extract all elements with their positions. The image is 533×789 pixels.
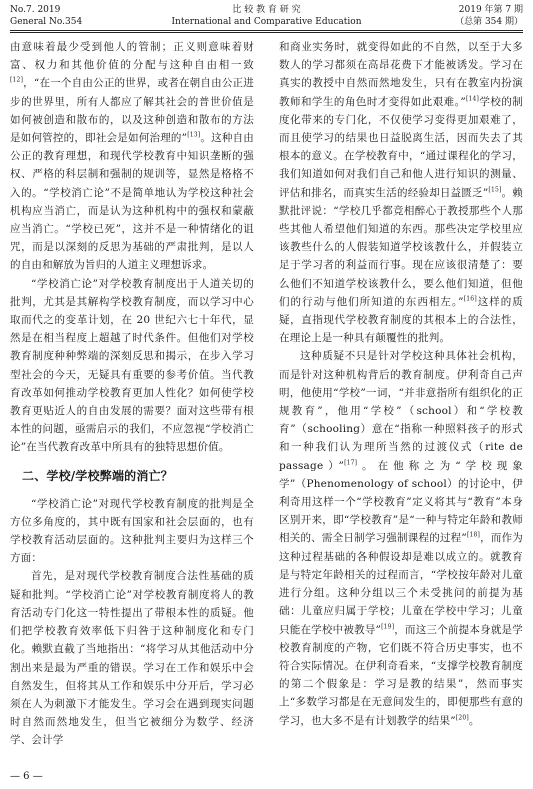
citation-ref: [15] xyxy=(488,186,502,194)
paragraph: 由意味着最少受到他人的管制；正义则意味着财富、权力和其他价值的分配与这种自由相一致[12]，“在一个自由公正的世界，或者在朝自由公正进步的世界里，所有人都应了解其社会的普世价值是如何被创造和散布的，以及这种创造和散布的方法是如何管控的，即社会是如何治理的”[13]。这种自由公正的教育理想，和现代学校教育中知识垄断的强权、严格的科层制和强制的规训等，显然是格格不入的。“学校消亡论”不是简单地认为学校这种社会机构应当消亡，而是认为这种机构中的强权和蒙蔽应当消亡。“学校已死”，这并不是一种情绪化的诅咒，而是以深刻的反思为基础的严肃批判，是以人的自由和解放为旨归的人道主义理想诉求。 xyxy=(10,41,255,272)
citation-ref: [13] xyxy=(187,131,201,139)
citation-ref: [18] xyxy=(466,531,481,539)
header-right xyxy=(455,4,523,28)
section-heading: 二、学校/学校弊端的消亡？ xyxy=(22,468,173,483)
journal-title-cn: 比 较 教 育 研 究 xyxy=(232,5,301,15)
page-number: — 6 — xyxy=(10,771,43,782)
journal-title-en: International and Comparative Education xyxy=(171,17,362,27)
running-header xyxy=(10,4,523,30)
citation-ref: [12] xyxy=(10,76,24,84)
issue-number: No.7. 2019 xyxy=(10,5,61,15)
total-issue: （总第 354 期） xyxy=(455,17,523,27)
general-number: General No.354 xyxy=(10,17,83,27)
citation-ref: [14] xyxy=(465,95,480,103)
right-column xyxy=(279,38,523,730)
left-column xyxy=(10,38,254,750)
paragraph: 和商业实务时，就变得如此的不自然，以至于大多数人的学习都须在高昂花费下才能被诱发。学习在真实的教授中自然而然地发生，只有在教室内扮演教师和学生的角色时才变得如此艰难。”[14]学校的制度化带来的专门化，不仅使学习变得更加艰难了，而且使学习的结果也日益脱离生活，因而失去了其根本的意义。在学校教育中，“通过课程化的学习，我们知道如何对我们自己和他人进行知识的测量、评估和排名，而真实生活的经验却日益匮乏”[15]。赖默批评说：“学校几乎都竞相醉心于教授那些个人那些其他人希望他们知道的东西。那些决定学校里应该教些什么的人假装知道学校该教什么，并假装立足于学习者的利益而行事。现在应该很清楚了：要么他们不知道学校该教什么，要么他们知道，但他们的行动与他们所知道的东西相左。”[16]这样的质疑，直指现代学校教育制度的其根本上的合法性，在理论上是一种具有颠覆性的批判。 xyxy=(279,41,523,345)
issue-year: 2019 年第 7 期 xyxy=(458,5,523,15)
paragraph: 首先，是对现代学校教育制度合法性基础的质疑和批判。“学校消亡论”对学校教育制度将人的教育活动专门化这一特性提出了带根本性的质疑。他们把学校教育效率低下归咎于这种制度化和专门化。赖默直截了当地指出：“将学习从其他活动中分割出来是最为严重的错误。学习在工作和娱乐中会自然发生，但将其从工作和娱乐中分开后，学习必须在人为刺激下才能发生。学习会在遇到现实问题时自然而然地发生，但当它被细分为数学、经济学、会计学 xyxy=(10,570,254,747)
header-rule-bottom xyxy=(10,32,523,33)
citation-ref: [20] xyxy=(455,714,469,722)
header-center xyxy=(10,4,523,28)
citation-ref: [17] xyxy=(344,459,358,467)
paragraph: “学校消亡论”对学校教育制度出于人道关切的批判，尤其是其解构学校教育制度，而以学习中心取而代之的变革计划，在 20 世纪六七十年代，显然是在相当程度上超越了时代条件。但他们对学校教育制度种种弊端的深刻反思和揭示，在步入学习型社会的今天，无疑具有重要的参考价值。当代教育改革如何推动学校教育更加人性化？如何使学校教育更贴近人的自由发展的需要？面对这些带有根本性的问题，亟需启示的我们，不应忽视“学校消亡论”在当代教育改革中所具有的独特思想价值。 xyxy=(10,277,254,454)
citation-ref: [19] xyxy=(381,623,395,630)
paragraph: “学校消亡论”对现代学校教育制度的批判是全方位多角度的，其中既有国家和社会层面的，也有学校教育活动层面的。这种批判主要归为这样三个方面： xyxy=(10,497,254,565)
citation-ref: [16] xyxy=(463,295,477,303)
header-rule-top xyxy=(10,30,523,31)
paragraph: 这种质疑不只是针对学校这种具体社会机构，而是针对这种机构背后的教育制度。伊利奇自己声明，他使用“学校”一词，“并非意指所有组织化的正规教育”，他用“学校”（school）和“学校教育”（schooling）意在“指称一种照料孩子的形式和一种我们认为理所当然的过渡仪式（rite de passage）”[17]。在他称之为“学校现象学”（Phenomenology of school）的讨论中，伊利奇用这样一个“学校教育”定义将其与“教育”本身区别开来，即“学校教育”是“一种与特定年龄和教师相关的、需全日制学习强制课程的过程”[18]，而作为这种过程基础的各种假设却是难以成立的。就教育是与特定年龄相关的过程而言，“学校按年龄对儿童进行分组。这种分组以三个未受挑问的前提为基础：儿童应归属于学校；儿童在学校中学习；儿童只能在学校中被教导”[19]，而这三个前提本身就是学校教育制度的产物，它们既不符合历史事实，也不符合实际情况。在伊利奇看来，“支撑学校教育制度的第二个假象是：学习是教的结果”，然而事实上“多数学习都是在无意间发生的，即便那些有意的学习，也大多不是有计划教学的结果”[20]。 xyxy=(279,350,523,727)
